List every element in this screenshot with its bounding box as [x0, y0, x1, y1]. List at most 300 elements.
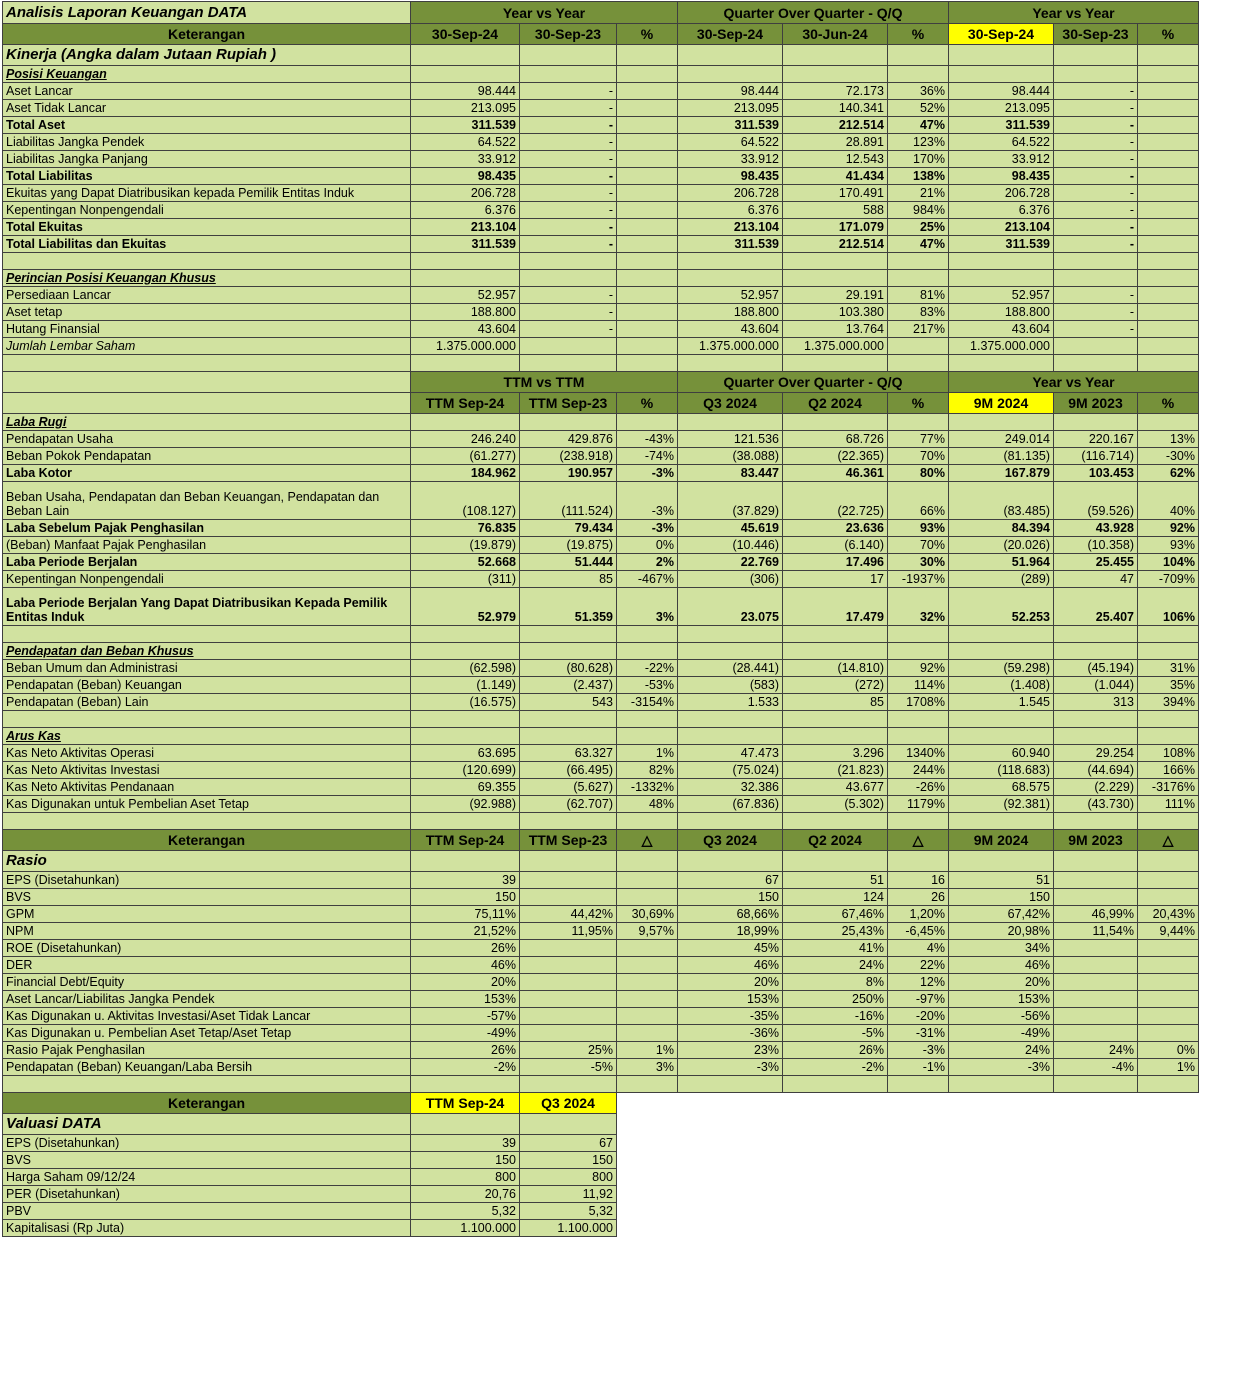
value-cell: (583) [678, 677, 783, 694]
table-row [3, 626, 1199, 643]
value-cell: 64.522 [678, 134, 783, 151]
section-heading: Rasio [3, 851, 411, 872]
value-cell: 1.533 [678, 694, 783, 711]
value-cell: - [520, 304, 617, 321]
row-label: Financial Debt/Equity [3, 974, 411, 991]
value-cell: 2% [617, 554, 678, 571]
value-cell [1054, 270, 1138, 287]
value-cell: (16.575) [411, 694, 520, 711]
value-cell [678, 813, 783, 830]
value-cell: 52.957 [949, 287, 1054, 304]
column-header: TTM Sep-24 [411, 393, 520, 414]
row-label: EPS (Disetahunkan) [3, 872, 411, 889]
table-row [3, 1025, 1199, 1042]
value-cell [411, 1076, 520, 1093]
value-cell: 4% [888, 940, 949, 957]
table-cell [949, 851, 1054, 872]
value-cell: - [1054, 304, 1138, 321]
value-cell: 43.928 [1054, 520, 1138, 537]
value-cell [1138, 236, 1199, 253]
value-cell: (22.725) [783, 482, 888, 520]
value-cell [617, 185, 678, 202]
value-cell: 30,69% [617, 906, 678, 923]
value-cell: (19.879) [411, 537, 520, 554]
value-cell [520, 957, 617, 974]
value-cell: 16 [888, 872, 949, 889]
table-row [3, 355, 1199, 372]
row-label: Laba Kotor [3, 465, 411, 482]
value-cell [949, 414, 1054, 431]
row-label: Kas Neto Aktivitas Investasi [3, 762, 411, 779]
value-cell: (81.135) [949, 448, 1054, 465]
value-cell: (62.598) [411, 660, 520, 677]
value-cell [617, 1008, 678, 1025]
value-cell: 106% [1138, 588, 1199, 626]
value-cell: 311.539 [411, 117, 520, 134]
value-cell: -43% [617, 431, 678, 448]
column-header: 9M 2024 [949, 393, 1054, 414]
value-cell: - [1054, 287, 1138, 304]
table-row [3, 1076, 1199, 1093]
value-cell: -2% [783, 1059, 888, 1076]
column-header: △ [617, 830, 678, 851]
table-row [3, 660, 1199, 677]
row-label: GPM [3, 906, 411, 923]
row-label: Laba Rugi [3, 414, 411, 431]
column-header: 30-Sep-23 [520, 24, 617, 45]
row-label: ROE (Disetahunkan) [3, 940, 411, 957]
value-cell [949, 253, 1054, 270]
group-header: Quarter Over Quarter - Q/Q [678, 372, 949, 393]
value-cell [1138, 202, 1199, 219]
table-cell [1054, 45, 1138, 66]
value-cell [783, 728, 888, 745]
value-cell: 1340% [888, 745, 949, 762]
value-cell: 21% [888, 185, 949, 202]
column-header: % [1138, 24, 1199, 45]
value-cell: -31% [888, 1025, 949, 1042]
value-cell: 47% [888, 236, 949, 253]
value-cell [520, 974, 617, 991]
row-label: Total Liabilitas dan Ekuitas [3, 236, 411, 253]
table-row [3, 66, 1199, 83]
column-header: Keterangan [3, 1093, 411, 1114]
value-cell: 108% [1138, 745, 1199, 762]
column-header-row [3, 830, 1199, 851]
value-cell: 1% [617, 745, 678, 762]
row-label: Liabilitas Jangka Pendek [3, 134, 411, 151]
value-cell: 85 [783, 694, 888, 711]
value-cell: (21.823) [783, 762, 888, 779]
value-cell: 150 [678, 889, 783, 906]
value-cell: (67.836) [678, 796, 783, 813]
row-label: Kas Neto Aktivitas Pendanaan [3, 779, 411, 796]
value-cell: 103.380 [783, 304, 888, 321]
value-cell [949, 1076, 1054, 1093]
table-row [3, 482, 1199, 520]
value-cell: 51.359 [520, 588, 617, 626]
value-cell [617, 991, 678, 1008]
row-label [3, 355, 411, 372]
value-cell [520, 1025, 617, 1042]
value-cell: 1% [1138, 1059, 1199, 1076]
value-cell: 1.100.000 [411, 1220, 520, 1237]
value-cell: 98.435 [678, 168, 783, 185]
table-cell [3, 372, 411, 393]
value-cell: 3% [617, 588, 678, 626]
value-cell: 249.014 [949, 431, 1054, 448]
value-cell: 31% [1138, 660, 1199, 677]
column-header: % [888, 24, 949, 45]
value-cell [1138, 872, 1199, 889]
value-cell: (238.918) [520, 448, 617, 465]
value-cell: 36% [888, 83, 949, 100]
value-cell [617, 287, 678, 304]
table-row [3, 872, 1199, 889]
value-cell: 153% [949, 991, 1054, 1008]
table-row [3, 1059, 1199, 1076]
group-header: Year vs Year [411, 2, 678, 24]
value-cell: - [520, 287, 617, 304]
value-cell: 171.079 [783, 219, 888, 236]
value-cell: 26 [888, 889, 949, 906]
value-cell [949, 626, 1054, 643]
value-cell [617, 219, 678, 236]
value-cell: - [520, 83, 617, 100]
column-header: Keterangan [3, 830, 411, 851]
table-row [3, 1186, 1199, 1203]
value-cell [1054, 728, 1138, 745]
value-cell: (1.149) [411, 677, 520, 694]
value-cell [888, 338, 949, 355]
table-row [3, 168, 1199, 185]
row-label: PBV [3, 1203, 411, 1220]
value-cell [1054, 66, 1138, 83]
value-cell [411, 626, 520, 643]
table-row [3, 813, 1199, 830]
value-cell: 1.375.000.000 [678, 338, 783, 355]
value-cell: - [520, 117, 617, 134]
value-cell: 1.375.000.000 [783, 338, 888, 355]
value-cell: -467% [617, 571, 678, 588]
value-cell: 23.636 [783, 520, 888, 537]
heading-row [3, 1114, 1199, 1135]
value-cell [1138, 940, 1199, 957]
value-cell [411, 66, 520, 83]
value-cell: -3% [617, 482, 678, 520]
value-cell: 52% [888, 100, 949, 117]
value-cell: 213.095 [949, 100, 1054, 117]
value-cell [520, 355, 617, 372]
value-cell [783, 813, 888, 830]
value-cell [1138, 1076, 1199, 1093]
value-cell [520, 813, 617, 830]
row-label: Hutang Finansial [3, 321, 411, 338]
value-cell: (43.730) [1054, 796, 1138, 813]
table-row [3, 134, 1199, 151]
value-cell: 20,43% [1138, 906, 1199, 923]
value-cell [888, 813, 949, 830]
value-cell: 11,92 [520, 1186, 617, 1203]
value-cell: 32% [888, 588, 949, 626]
value-cell: 24% [1054, 1042, 1138, 1059]
value-cell: 35% [1138, 677, 1199, 694]
value-cell: 60.940 [949, 745, 1054, 762]
value-cell [411, 270, 520, 287]
value-cell [1138, 957, 1199, 974]
value-cell: 1.375.000.000 [411, 338, 520, 355]
value-cell [783, 253, 888, 270]
value-cell: 213.095 [678, 100, 783, 117]
value-cell: 43.604 [411, 321, 520, 338]
table-cell [411, 1114, 520, 1135]
value-cell: 1,20% [888, 906, 949, 923]
value-cell: (92.988) [411, 796, 520, 813]
value-cell: 9,57% [617, 923, 678, 940]
value-cell [1138, 168, 1199, 185]
value-cell: 166% [1138, 762, 1199, 779]
value-cell: -709% [1138, 571, 1199, 588]
value-cell [783, 414, 888, 431]
value-cell [617, 83, 678, 100]
value-cell [411, 355, 520, 372]
value-cell [678, 414, 783, 431]
value-cell: 62% [1138, 465, 1199, 482]
value-cell [617, 236, 678, 253]
value-cell: 206.728 [678, 185, 783, 202]
row-label: Kapitalisasi (Rp Juta) [3, 1220, 411, 1237]
value-cell [617, 66, 678, 83]
table-row [3, 1042, 1199, 1059]
value-cell: 46% [949, 957, 1054, 974]
value-cell: - [520, 168, 617, 185]
value-cell: (118.683) [949, 762, 1054, 779]
value-cell [1138, 134, 1199, 151]
value-cell: 67,42% [949, 906, 1054, 923]
row-label: Kas Digunakan u. Pembelian Aset Tetap/Aset Tetap [3, 1025, 411, 1042]
value-cell: 13.764 [783, 321, 888, 338]
table-row [3, 537, 1199, 554]
table-row [3, 571, 1199, 588]
value-cell [1138, 100, 1199, 117]
table-row [3, 796, 1199, 813]
row-label: Laba Sebelum Pajak Penghasilan [3, 520, 411, 537]
value-cell: (10.446) [678, 537, 783, 554]
value-cell: (59.298) [949, 660, 1054, 677]
value-cell: 70% [888, 448, 949, 465]
table-row [3, 728, 1199, 745]
value-cell: 32.386 [678, 779, 783, 796]
section-heading: Kinerja (Angka dalam Jutaan Rupiah ) [3, 45, 411, 66]
value-cell [949, 643, 1054, 660]
value-cell [1054, 1025, 1138, 1042]
value-cell: 1.545 [949, 694, 1054, 711]
value-cell: 17 [783, 571, 888, 588]
value-cell [1138, 117, 1199, 134]
value-cell [1054, 414, 1138, 431]
row-label: Perincian Posisi Keuangan Khusus [3, 270, 411, 287]
value-cell: 311.539 [678, 236, 783, 253]
value-cell: 184.962 [411, 465, 520, 482]
value-cell [617, 974, 678, 991]
value-cell: (80.628) [520, 660, 617, 677]
table-cell [949, 45, 1054, 66]
value-cell: 206.728 [411, 185, 520, 202]
row-label: PER (Disetahunkan) [3, 1186, 411, 1203]
value-cell: (19.875) [520, 537, 617, 554]
value-cell: (20.026) [949, 537, 1054, 554]
row-label: DER [3, 957, 411, 974]
value-cell [520, 991, 617, 1008]
value-cell: 206.728 [949, 185, 1054, 202]
value-cell: 1179% [888, 796, 949, 813]
value-cell: 5,32 [411, 1203, 520, 1220]
table-row [3, 338, 1199, 355]
table-row [3, 745, 1199, 762]
value-cell: 70% [888, 537, 949, 554]
value-cell: 52.253 [949, 588, 1054, 626]
value-cell: -56% [949, 1008, 1054, 1025]
value-cell [1138, 626, 1199, 643]
value-cell: 64.522 [411, 134, 520, 151]
value-cell [1138, 66, 1199, 83]
column-header: % [1138, 393, 1199, 414]
column-header: Q2 2024 [783, 830, 888, 851]
value-cell [1138, 1025, 1199, 1042]
value-cell: 98.444 [678, 83, 783, 100]
row-label [3, 813, 411, 830]
value-cell: -3% [678, 1059, 783, 1076]
value-cell: (38.088) [678, 448, 783, 465]
value-cell: 984% [888, 202, 949, 219]
column-header: TTM Sep-24 [411, 1093, 520, 1114]
value-cell: 121.536 [678, 431, 783, 448]
value-cell: - [1054, 219, 1138, 236]
value-cell: 25.407 [1054, 588, 1138, 626]
value-cell: (59.526) [1054, 482, 1138, 520]
table-row [3, 779, 1199, 796]
value-cell [888, 270, 949, 287]
column-header: TTM Sep-23 [520, 393, 617, 414]
value-cell [1054, 355, 1138, 372]
table-row [3, 1135, 1199, 1152]
value-cell [617, 940, 678, 957]
value-cell: 39 [411, 872, 520, 889]
value-cell: (37.829) [678, 482, 783, 520]
value-cell: 17.479 [783, 588, 888, 626]
value-cell [617, 168, 678, 185]
value-cell [783, 643, 888, 660]
value-cell: 44,42% [520, 906, 617, 923]
table-cell [3, 393, 411, 414]
value-cell: -3154% [617, 694, 678, 711]
value-cell: 43.604 [949, 321, 1054, 338]
value-cell: 48% [617, 796, 678, 813]
value-cell: 51 [783, 872, 888, 889]
value-cell: 51.444 [520, 554, 617, 571]
value-cell: 6.376 [411, 202, 520, 219]
value-cell [678, 626, 783, 643]
value-cell [520, 728, 617, 745]
value-cell: 213.095 [411, 100, 520, 117]
value-cell: 98.444 [411, 83, 520, 100]
value-cell: 11,54% [1054, 923, 1138, 940]
column-header: TTM Sep-23 [520, 830, 617, 851]
group-header: Year vs Year [949, 372, 1199, 393]
table-cell [520, 851, 617, 872]
value-cell [617, 957, 678, 974]
row-label: Liabilitas Jangka Panjang [3, 151, 411, 168]
row-label [3, 253, 411, 270]
table-cell [411, 45, 520, 66]
value-cell [1138, 219, 1199, 236]
row-label [3, 626, 411, 643]
value-cell: -4% [1054, 1059, 1138, 1076]
value-cell [520, 889, 617, 906]
value-cell [678, 66, 783, 83]
value-cell [949, 813, 1054, 830]
value-cell: - [520, 202, 617, 219]
row-label: Arus Kas [3, 728, 411, 745]
value-cell: 244% [888, 762, 949, 779]
table-cell [678, 45, 783, 66]
value-cell [949, 355, 1054, 372]
value-cell: 92% [888, 660, 949, 677]
value-cell: 1.375.000.000 [949, 338, 1054, 355]
value-cell [678, 253, 783, 270]
value-cell: 67 [678, 872, 783, 889]
value-cell [783, 711, 888, 728]
value-cell: 111% [1138, 796, 1199, 813]
value-cell [617, 813, 678, 830]
value-cell: 188.800 [949, 304, 1054, 321]
table-row [3, 253, 1199, 270]
value-cell: 80% [888, 465, 949, 482]
value-cell: 66% [888, 482, 949, 520]
value-cell: -35% [678, 1008, 783, 1025]
value-cell: 138% [888, 168, 949, 185]
value-cell: 67,46% [783, 906, 888, 923]
value-cell: (111.524) [520, 482, 617, 520]
value-cell: 98.435 [411, 168, 520, 185]
value-cell [783, 626, 888, 643]
table-row [3, 117, 1199, 134]
column-header-row [3, 393, 1199, 414]
value-cell: - [1054, 236, 1138, 253]
value-cell: (44.694) [1054, 762, 1138, 779]
table-cell [1054, 851, 1138, 872]
group-header-row [3, 2, 1199, 24]
value-cell [1054, 338, 1138, 355]
value-cell: 20% [949, 974, 1054, 991]
value-cell: - [520, 219, 617, 236]
value-cell: -1332% [617, 779, 678, 796]
value-cell: 24% [783, 957, 888, 974]
table-row [3, 677, 1199, 694]
value-cell: 34% [949, 940, 1054, 957]
value-cell: - [1054, 117, 1138, 134]
value-cell: 20,98% [949, 923, 1054, 940]
value-cell [1054, 253, 1138, 270]
value-cell [1054, 957, 1138, 974]
value-cell: (1.408) [949, 677, 1054, 694]
value-cell: 22% [888, 957, 949, 974]
value-cell [888, 643, 949, 660]
value-cell: 52.979 [411, 588, 520, 626]
value-cell [411, 728, 520, 745]
value-cell: (83.485) [949, 482, 1054, 520]
value-cell [1054, 711, 1138, 728]
